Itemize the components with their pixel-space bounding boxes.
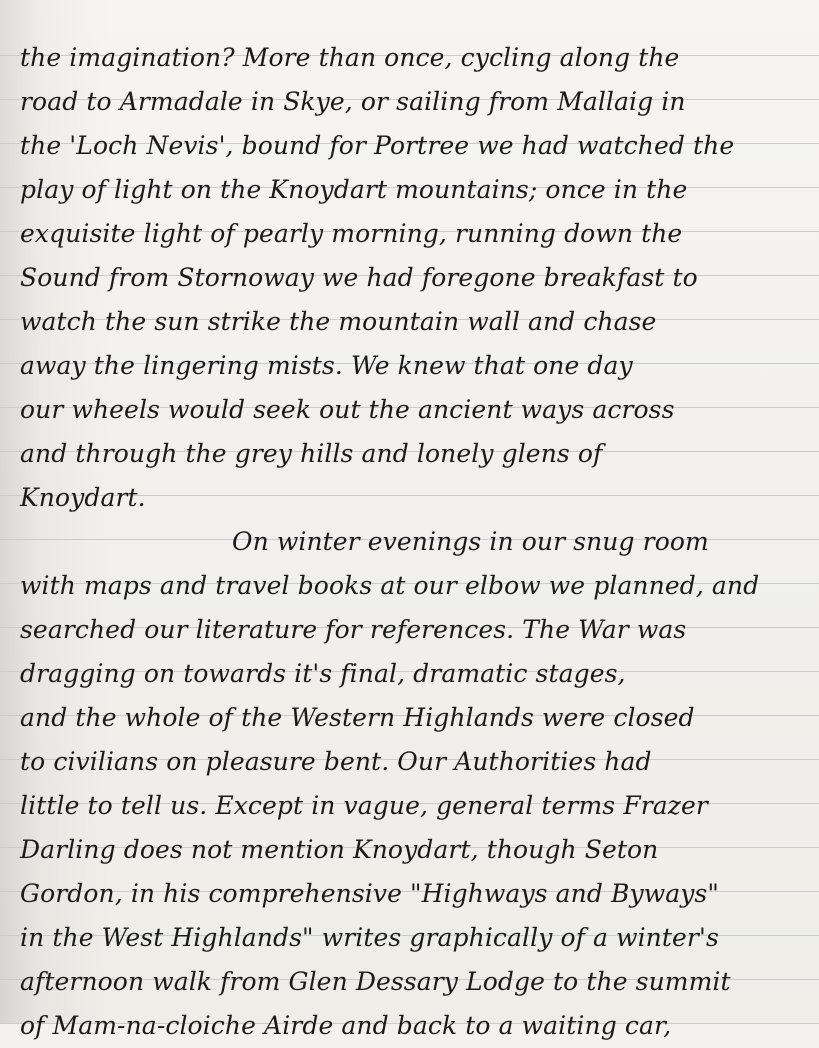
handwritten-line: Darling does not mention Knoydart, though Seton — [20, 835, 659, 864]
handwritten-line: little to tell us. Except in vague, general terms Frazer — [20, 791, 708, 820]
handwritten-line: Sound from Stornoway we had foregone breakfast to — [20, 263, 698, 292]
handwritten-line: exquisite light of pearly morning, running down the — [20, 219, 683, 248]
handwritten-line: dragging on towards it's final, dramatic stages, — [20, 659, 626, 688]
handwritten-line: afternoon walk from Glen Dessary Lodge to the summit — [20, 967, 731, 996]
handwritten-line: play of light on the Knoydart mountains; once in the — [20, 175, 688, 204]
handwritten-line: the imagination? More than once, cycling along the — [20, 43, 680, 72]
handwritten-line: Knoydart. — [20, 483, 146, 512]
handwritten-line: with maps and travel books at our elbow we planned, and — [20, 571, 760, 600]
handwritten-line: away the lingering mists. We knew that one day — [20, 351, 633, 380]
handwritten-line: searched our literature for references. The War was — [20, 615, 687, 644]
handwritten-line: the 'Loch Nevis', bound for Portree we had watched the — [20, 131, 735, 160]
handwritten-line: to civilians on pleasure bent. Our Authorities had — [20, 747, 652, 776]
handwritten-line: watch the sun strike the mountain wall and chase — [20, 307, 657, 336]
handwritten-line: Gordon, in his comprehensive "Highways and Byways" — [20, 879, 719, 908]
handwritten-line: in the West Highlands" writes graphically of a winter's — [20, 923, 719, 952]
handwritten-line-paragraph-start: On winter evenings in our snug room — [232, 527, 709, 556]
handwritten-line: of Mam-na-cloiche Airde and back to a waiting car, — [20, 1011, 672, 1040]
handwritten-line: and through the grey hills and lonely glens of — [20, 439, 603, 468]
handwritten-line: and the whole of the Western Highlands were closed — [20, 703, 695, 732]
handwritten-line: road to Armadale in Skye, or sailing from Mallaig in — [20, 87, 686, 116]
handwritten-line: our wheels would seek out the ancient ways across — [20, 395, 675, 424]
